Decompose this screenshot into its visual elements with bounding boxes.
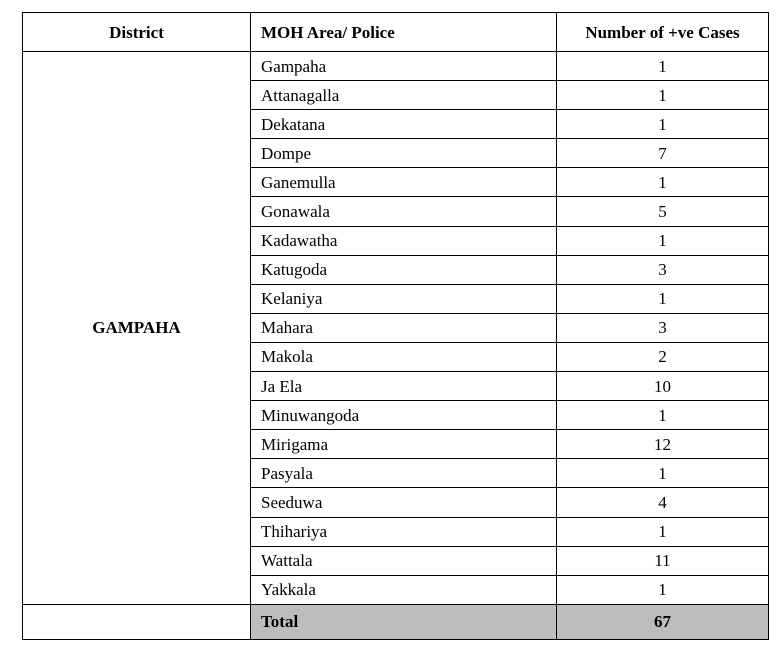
cases-cell: 12 — [557, 430, 769, 459]
area-cell: Dekatana — [251, 110, 557, 139]
total-label: Total — [251, 604, 557, 639]
cases-cell: 7 — [557, 139, 769, 168]
area-cell: Makola — [251, 342, 557, 371]
area-cell: Kelaniya — [251, 284, 557, 313]
cases-cell: 1 — [557, 52, 769, 81]
area-cell: Ja Ela — [251, 372, 557, 401]
area-cell: Katugoda — [251, 255, 557, 284]
total-cases: 67 — [557, 604, 769, 639]
cases-cell: 3 — [557, 255, 769, 284]
area-cell: Ganemulla — [251, 168, 557, 197]
header-moh-area: MOH Area/ Police — [251, 13, 557, 52]
header-cases: Number of +ve Cases — [557, 13, 769, 52]
area-cell: Pasyala — [251, 459, 557, 488]
area-cell: Seeduwa — [251, 488, 557, 517]
cases-cell: 1 — [557, 284, 769, 313]
area-cell: Gampaha — [251, 52, 557, 81]
cases-cell: 1 — [557, 110, 769, 139]
cases-cell: 5 — [557, 197, 769, 226]
area-cell: Thihariya — [251, 517, 557, 546]
area-cell: Yakkala — [251, 575, 557, 604]
area-cell: Mahara — [251, 313, 557, 342]
area-cell: Gonawala — [251, 197, 557, 226]
area-cell: Minuwangoda — [251, 401, 557, 430]
cases-cell: 1 — [557, 575, 769, 604]
cases-table — [22, 12, 769, 640]
table-row — [23, 52, 769, 81]
cases-cell: 4 — [557, 488, 769, 517]
cases-cell: 2 — [557, 342, 769, 371]
cases-cell: 11 — [557, 546, 769, 575]
cases-cell: 1 — [557, 401, 769, 430]
cases-cell: 1 — [557, 517, 769, 546]
area-cell: Kadawatha — [251, 226, 557, 255]
cases-table-container — [22, 12, 769, 640]
area-cell: Dompe — [251, 139, 557, 168]
cases-cell: 1 — [557, 168, 769, 197]
header-row — [23, 13, 769, 52]
cases-cell: 1 — [557, 226, 769, 255]
cases-cell: 3 — [557, 313, 769, 342]
district-cell: GAMPAHA — [23, 52, 251, 605]
cases-cell: 1 — [557, 459, 769, 488]
total-spacer-cell — [23, 604, 251, 639]
cases-cell: 10 — [557, 372, 769, 401]
area-cell: Mirigama — [251, 430, 557, 459]
total-row — [23, 604, 769, 639]
cases-cell: 1 — [557, 81, 769, 110]
area-cell: Attanagalla — [251, 81, 557, 110]
area-cell: Wattala — [251, 546, 557, 575]
header-district: District — [23, 13, 251, 52]
